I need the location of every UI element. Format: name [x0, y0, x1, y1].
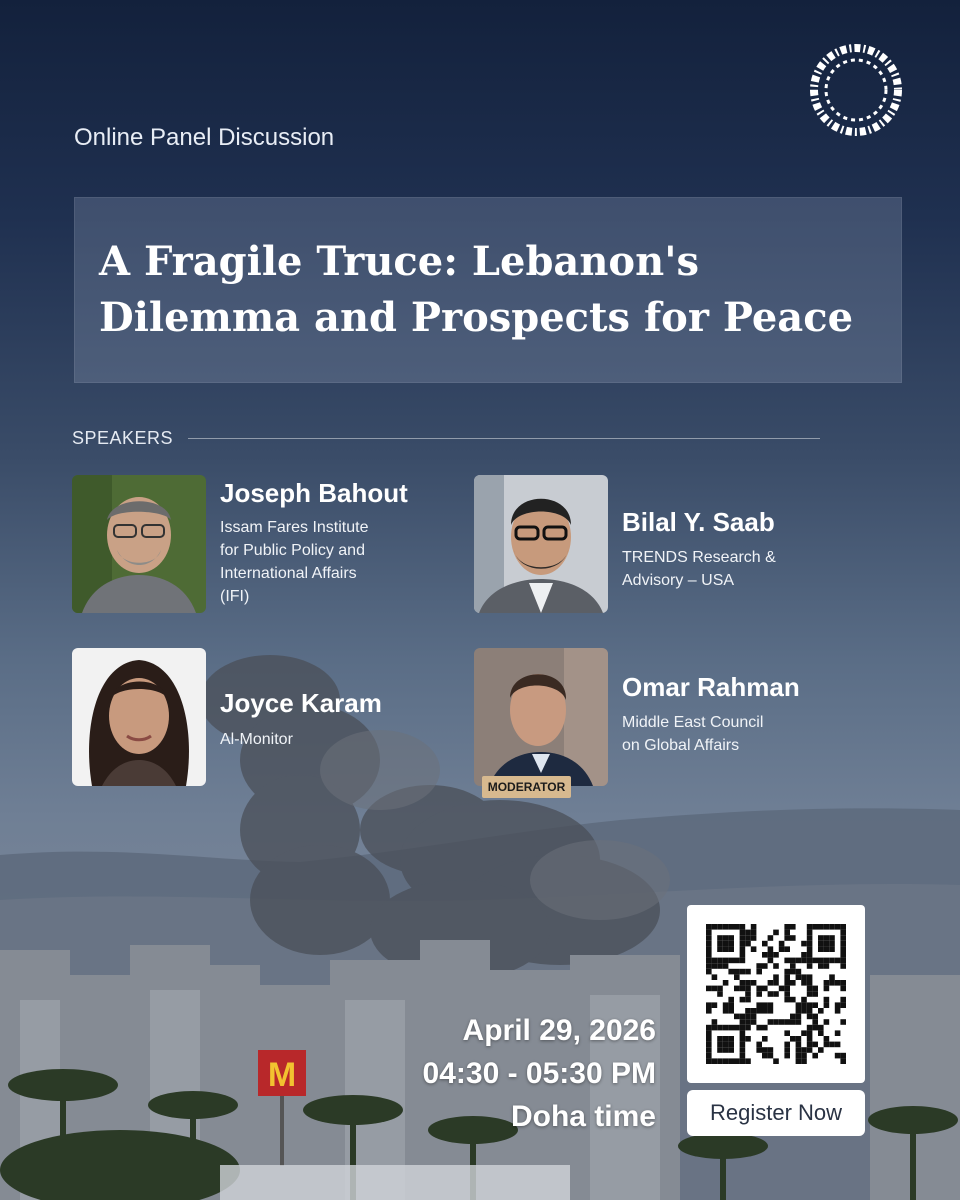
speaker-affiliation — [220, 728, 293, 751]
speaker-affiliation — [220, 516, 369, 608]
speaker-photo-omar-rahman — [474, 648, 608, 786]
affiliation-line: on Global Affairs — [622, 737, 740, 754]
speaker-affiliation — [622, 546, 776, 592]
speaker-name: Omar Rahman — [622, 672, 800, 702]
event-date: April 29, 2026 — [462, 1014, 656, 1047]
event-time: 04:30 - 05:30 PM — [422, 1057, 656, 1090]
speaker-photo-bilal-saab — [474, 475, 608, 613]
event-type: Online Panel Discussion — [74, 124, 335, 151]
speaker-photo-joseph-bahout — [72, 475, 206, 613]
title-line-2: Dilemma and Prospects for Peace — [99, 294, 854, 341]
title-line-1: A Fragile Truce: Lebanon's — [99, 238, 699, 285]
affiliation-line: Advisory – USA — [622, 572, 735, 589]
event-timezone: Doha time — [510, 1100, 656, 1133]
speaker-name: Bilal Y. Saab — [622, 507, 775, 537]
speaker-affiliation — [622, 711, 763, 757]
qr-code[interactable] — [687, 905, 865, 1083]
affiliation-line: TRENDS Research & — [622, 549, 776, 566]
divider — [188, 438, 820, 439]
speaker-name: Joyce Karam — [220, 688, 382, 718]
moderator-badge: MODERATOR — [482, 776, 571, 798]
register-button[interactable]: Register Now — [687, 1090, 865, 1136]
affiliation-line: for Public Policy and — [220, 542, 365, 559]
qr-code-icon — [687, 905, 865, 1083]
affiliation-line: (IFI) — [220, 588, 250, 605]
affiliation-line: Middle East Council — [622, 714, 764, 731]
speakers-heading: SPEAKERS — [72, 428, 174, 448]
organization-logo — [808, 42, 904, 138]
affiliation-line: Issam Fares Institute — [220, 519, 369, 536]
speaker-name: Joseph Bahout — [220, 478, 408, 508]
title-box — [74, 197, 902, 383]
affiliation-line: International Affairs — [220, 565, 357, 582]
affiliation-line: Al-Monitor — [220, 731, 293, 748]
speaker-photo-joyce-karam — [72, 648, 206, 786]
svg-text:M: M — [267, 1056, 297, 1094]
